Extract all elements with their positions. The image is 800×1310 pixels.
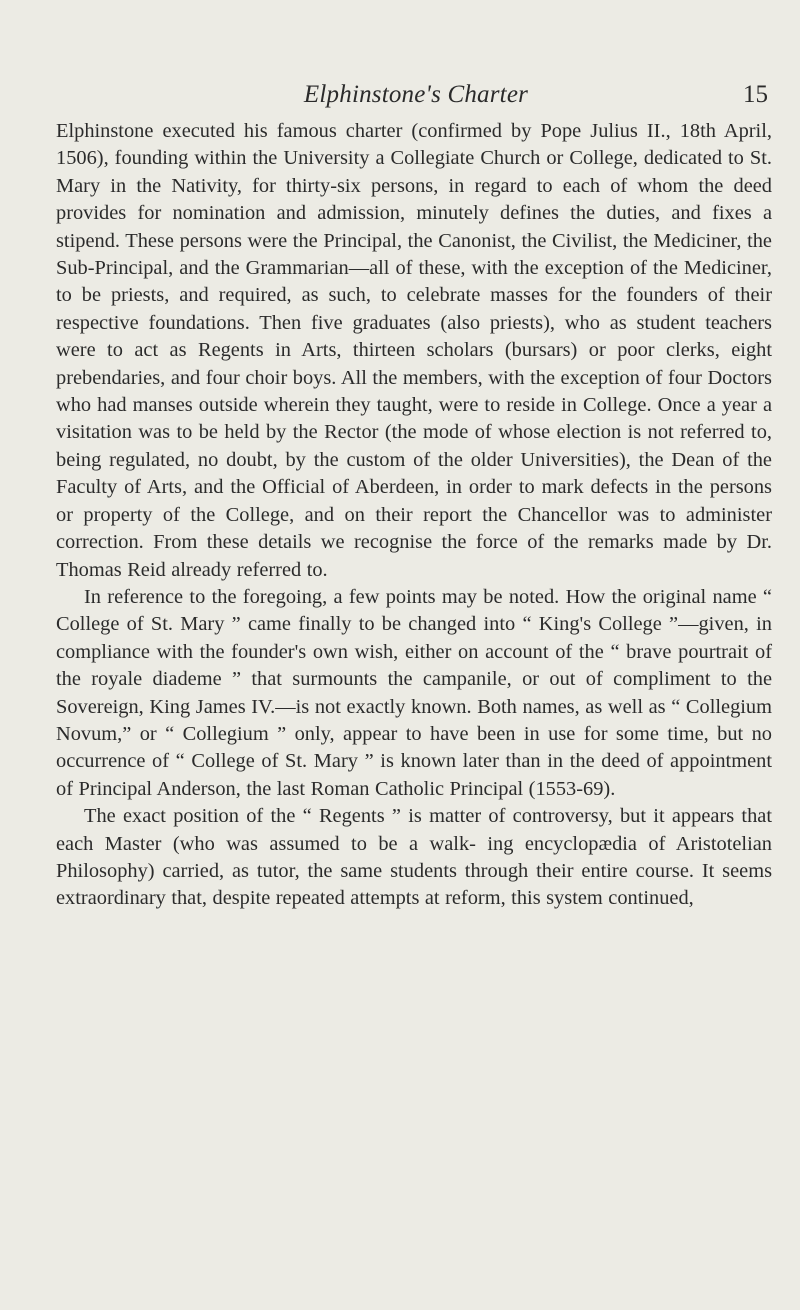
paragraph-college-name: In reference to the foregoing, a few points may be noted. How the original name “ College of St. Mary ” came finally to be changed into “ King's College ”—given, in compliance with the founder's own wish, either on account of the “ brave pourtrait of the royale diademe ” that surmounts the campanile, or out of compliment to the Sovereign, King James IV.—is not exactly known. Both names, as well as “ Collegium Novum,” or “ Collegium ” only, appear to have been in use for some time, but no occurrence of “ College of St. Mary ” is known later than in the deed of appointment of Principal Anderson, the last Roman Catholic Principal (1553-69). xyxy=(56,585,772,800)
body-text xyxy=(56,118,772,913)
paragraph-regents: The exact position of the “ Regents ” is matter of controversy, but it appears that each Master (who was assumed to be a walk- ing encyclopædia of Aristotelian Philosophy) carried, as tutor, the same students through their entire course. It seems extraordinary that, despite repeated attempts at reform, this system continued, xyxy=(56,805,772,910)
page-number: 15 xyxy=(743,81,768,108)
running-title: Elphinstone's Charter xyxy=(303,81,529,108)
running-head xyxy=(56,80,776,120)
paragraph-charter: Elphinstone executed his famous charter (confirmed by Pope Julius II., 18th April, 1506), founding within the University a Collegiate Church or College, dedicated to St. Mary in the Nativity, for thirty-six persons, in regard to each of whom the deed provides for nomination and admission, minutely defines the duties, and fixes a stipend. These persons were the Principal, the Canonist, the Civilist, the Mediciner, the Sub-Principal, and the Grammarian—all of these, with the exception of the Mediciner, to be priests, and required, as such, to celebrate masses for the founders of their respective foundations. Then five graduates (also priests), who as student teachers were to act as Regents in Arts, thirteen scholars (bursars) or poor clerks, eight prebendaries, and four choir boys. All the members, with the exception of four Doctors who had manses outside wherein they taught, were to reside in College. Once a year a visitation was to be held by the Rector (the mode of whose election is not referred to, being regulated, no doubt, by the custom of the older Universities), the Dean of the Faculty of Arts, and the Official of Aberdeen, in order to mark defects in the persons or property of the College, and on their report the Chancellor was to administer correction. From these details we recognise the force of the remarks made by Dr. Thomas Reid already referred to. xyxy=(56,120,772,581)
